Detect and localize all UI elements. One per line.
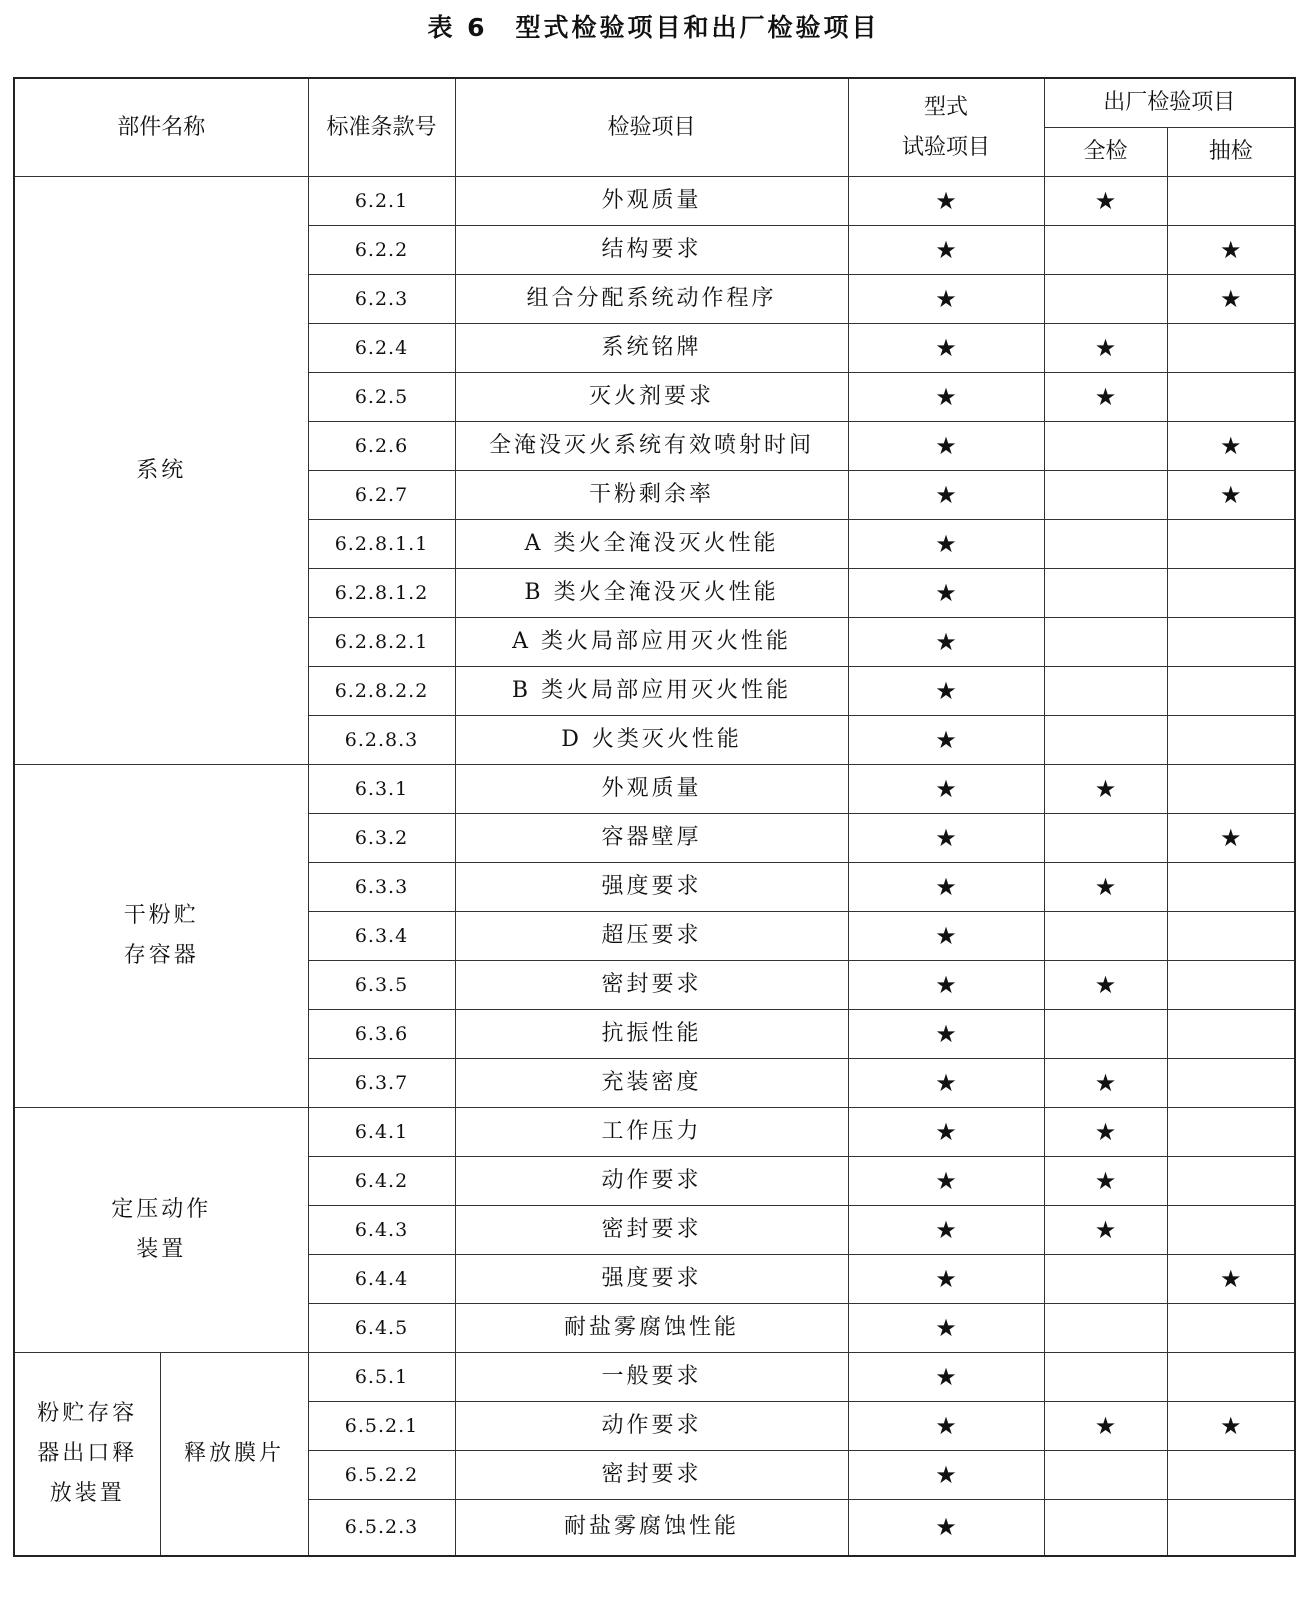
header-sample: 抽检 [1167,128,1295,177]
clause-cell: 6.2.8.2.1 [308,618,455,667]
group-pressure-device-line-2: 装置 [136,1237,187,1262]
group-outlet-release-line-3: 放装置 [49,1480,125,1506]
item-cell: A 类火全淹没灭火性能 [455,520,848,569]
table-row [14,177,1295,226]
group-system-line-1: 系统 [136,457,187,483]
full-inspection-mark: ★ [1044,1059,1167,1108]
table-row [14,765,1295,814]
clause-cell: 6.2.7 [308,471,455,520]
full-inspection-mark: ★ [1044,1157,1167,1206]
type-test-mark: ★ [848,1353,1044,1402]
full-inspection-mark [1044,667,1167,716]
full-inspection-mark [1044,814,1167,863]
item-cell: 组合分配系统动作程序 [455,275,848,324]
full-inspection-mark: ★ [1044,765,1167,814]
sample-inspection-mark [1167,1353,1295,1402]
group-pressure-device [14,1108,308,1353]
type-test-mark: ★ [848,1255,1044,1304]
item-cell: 外观质量 [455,177,848,226]
type-test-mark: ★ [848,814,1044,863]
sample-inspection-mark: ★ [1167,226,1295,275]
item-cell: 密封要求 [455,961,848,1010]
item-cell: 外观质量 [455,765,848,814]
item-cell: B 类火全淹没灭火性能 [455,569,848,618]
type-test-mark: ★ [848,1206,1044,1255]
sample-inspection-mark: ★ [1167,1402,1295,1451]
sample-inspection-mark [1167,961,1295,1010]
sample-inspection-mark [1167,177,1295,226]
type-test-mark: ★ [848,226,1044,275]
item-cell: D 火类灭火性能 [455,716,848,765]
group-release-membrane-label: 释放膜片 [184,1440,285,1466]
inspection-table [13,77,1296,1557]
clause-cell: 6.2.8.2.2 [308,667,455,716]
sample-inspection-mark [1167,765,1295,814]
item-cell: 工作压力 [455,1108,848,1157]
item-cell: 超压要求 [455,912,848,961]
full-inspection-mark: ★ [1044,324,1167,373]
item-cell: B 类火局部应用灭火性能 [455,667,848,716]
group-powder-tank [14,765,308,1108]
type-test-mark: ★ [848,177,1044,226]
header-type-test [848,78,1044,177]
type-test-mark: ★ [848,373,1044,422]
sample-inspection-mark [1167,1500,1295,1556]
sample-inspection-mark [1167,324,1295,373]
full-inspection-mark: ★ [1044,1206,1167,1255]
clause-cell: 6.2.1 [308,177,455,226]
item-cell: 密封要求 [455,1451,848,1500]
clause-cell: 6.3.5 [308,961,455,1010]
item-cell: 强度要求 [455,863,848,912]
header-full: 全检 [1044,128,1167,177]
full-inspection-mark [1044,912,1167,961]
sample-inspection-mark: ★ [1167,814,1295,863]
type-test-mark: ★ [848,863,1044,912]
header-clause: 标准条款号 [308,78,455,177]
sample-inspection-mark [1167,912,1295,961]
header-component: 部件名称 [14,78,308,177]
full-inspection-mark [1044,422,1167,471]
sample-inspection-mark [1167,1451,1295,1500]
full-inspection-mark [1044,226,1167,275]
item-cell: 结构要求 [455,226,848,275]
clause-cell: 6.2.5 [308,373,455,422]
sample-inspection-mark [1167,1157,1295,1206]
sample-inspection-mark [1167,667,1295,716]
full-inspection-mark [1044,1304,1167,1353]
header-factory: 出厂检验项目 [1044,78,1295,128]
type-test-mark: ★ [848,324,1044,373]
type-test-mark: ★ [848,1304,1044,1353]
item-cell: 一般要求 [455,1353,848,1402]
item-cell: 灭火剂要求 [455,373,848,422]
sample-inspection-mark [1167,1059,1295,1108]
clause-cell: 6.4.1 [308,1108,455,1157]
full-inspection-mark: ★ [1044,177,1167,226]
full-inspection-mark [1044,471,1167,520]
sample-inspection-mark [1167,569,1295,618]
full-inspection-mark [1044,569,1167,618]
clause-cell: 6.5.2.1 [308,1402,455,1451]
clause-cell: 6.2.4 [308,324,455,373]
clause-cell: 6.4.5 [308,1304,455,1353]
table-row [14,1108,1295,1157]
group-outlet-release [14,1353,160,1556]
full-inspection-mark [1044,275,1167,324]
group-powder-tank-line-2: 存容器 [123,943,199,968]
sample-inspection-mark [1167,618,1295,667]
clause-cell: 6.2.8.3 [308,716,455,765]
item-cell: 密封要求 [455,1206,848,1255]
type-test-mark: ★ [848,471,1044,520]
item-cell: 耐盐雾腐蚀性能 [455,1304,848,1353]
clause-cell: 6.5.2.3 [308,1500,455,1556]
table-title: 表 6 型式检验项目和出厂检验项目 [427,13,880,42]
item-cell: 强度要求 [455,1255,848,1304]
clause-cell: 6.2.8.1.2 [308,569,455,618]
sample-inspection-mark [1167,1206,1295,1255]
clause-cell: 6.3.7 [308,1059,455,1108]
type-test-mark: ★ [848,667,1044,716]
sample-inspection-mark [1167,716,1295,765]
type-test-mark: ★ [848,1059,1044,1108]
sample-inspection-mark: ★ [1167,1255,1295,1304]
clause-cell: 6.2.3 [308,275,455,324]
type-test-mark: ★ [848,1402,1044,1451]
item-cell: A 类火局部应用灭火性能 [455,618,848,667]
clause-cell: 6.3.4 [308,912,455,961]
type-test-mark: ★ [848,1157,1044,1206]
item-cell: 充装密度 [455,1059,848,1108]
item-cell: 动作要求 [455,1402,848,1451]
clause-cell: 6.2.2 [308,226,455,275]
clause-cell: 6.5.2.2 [308,1451,455,1500]
item-cell: 系统铭牌 [455,324,848,373]
item-cell: 动作要求 [455,1157,848,1206]
header-row-1 [14,78,1295,128]
sample-inspection-mark: ★ [1167,422,1295,471]
item-cell: 容器壁厚 [455,814,848,863]
type-test-mark: ★ [848,618,1044,667]
clause-cell: 6.3.3 [308,863,455,912]
full-inspection-mark: ★ [1044,1402,1167,1451]
sample-inspection-mark: ★ [1167,275,1295,324]
item-cell: 抗振性能 [455,1010,848,1059]
clause-cell: 6.2.6 [308,422,455,471]
table-row [14,1353,1295,1402]
header-type-test-line2: 试验项目 [902,134,991,160]
clause-cell: 6.3.1 [308,765,455,814]
clause-cell: 6.3.6 [308,1010,455,1059]
type-test-mark: ★ [848,275,1044,324]
item-cell: 耐盐雾腐蚀性能 [455,1500,848,1556]
sample-inspection-mark [1167,1108,1295,1157]
group-powder-tank-line-1: 干粉贮 [123,903,199,928]
type-test-mark: ★ [848,912,1044,961]
item-cell: 全淹没灭火系统有效喷射时间 [455,422,848,471]
full-inspection-mark: ★ [1044,1108,1167,1157]
type-test-mark: ★ [848,1010,1044,1059]
clause-cell: 6.4.4 [308,1255,455,1304]
type-test-mark: ★ [848,569,1044,618]
clause-cell: 6.5.1 [308,1353,455,1402]
full-inspection-mark [1044,520,1167,569]
full-inspection-mark [1044,716,1167,765]
group-outlet-release-line-1: 粉贮存容 [37,1400,138,1426]
full-inspection-mark [1044,618,1167,667]
full-inspection-mark: ★ [1044,863,1167,912]
full-inspection-mark [1044,1353,1167,1402]
type-test-mark: ★ [848,520,1044,569]
full-inspection-mark [1044,1255,1167,1304]
type-test-mark: ★ [848,1451,1044,1500]
full-inspection-mark [1044,1010,1167,1059]
full-inspection-mark: ★ [1044,961,1167,1010]
sample-inspection-mark [1167,863,1295,912]
header-item: 检验项目 [455,78,848,177]
group-release-membrane [160,1353,308,1556]
type-test-mark: ★ [848,1108,1044,1157]
type-test-mark: ★ [848,765,1044,814]
type-test-mark: ★ [848,1500,1044,1556]
clause-cell: 6.2.8.1.1 [308,520,455,569]
full-inspection-mark [1044,1451,1167,1500]
group-outlet-release-line-2: 器出口释 [37,1440,138,1466]
header-type-test-line1: 型式 [924,94,969,120]
sample-inspection-mark [1167,1010,1295,1059]
group-pressure-device-line-1: 定压动作 [111,1197,212,1222]
sample-inspection-mark: ★ [1167,471,1295,520]
clause-cell: 6.4.2 [308,1157,455,1206]
sample-inspection-mark [1167,520,1295,569]
clause-cell: 6.4.3 [308,1206,455,1255]
group-system [14,177,308,765]
type-test-mark: ★ [848,961,1044,1010]
type-test-mark: ★ [848,716,1044,765]
sample-inspection-mark [1167,373,1295,422]
full-inspection-mark: ★ [1044,373,1167,422]
type-test-mark: ★ [848,422,1044,471]
full-inspection-mark [1044,1500,1167,1556]
table-body [14,177,1295,1556]
clause-cell: 6.3.2 [308,814,455,863]
sample-inspection-mark [1167,1304,1295,1353]
item-cell: 干粉剩余率 [455,471,848,520]
